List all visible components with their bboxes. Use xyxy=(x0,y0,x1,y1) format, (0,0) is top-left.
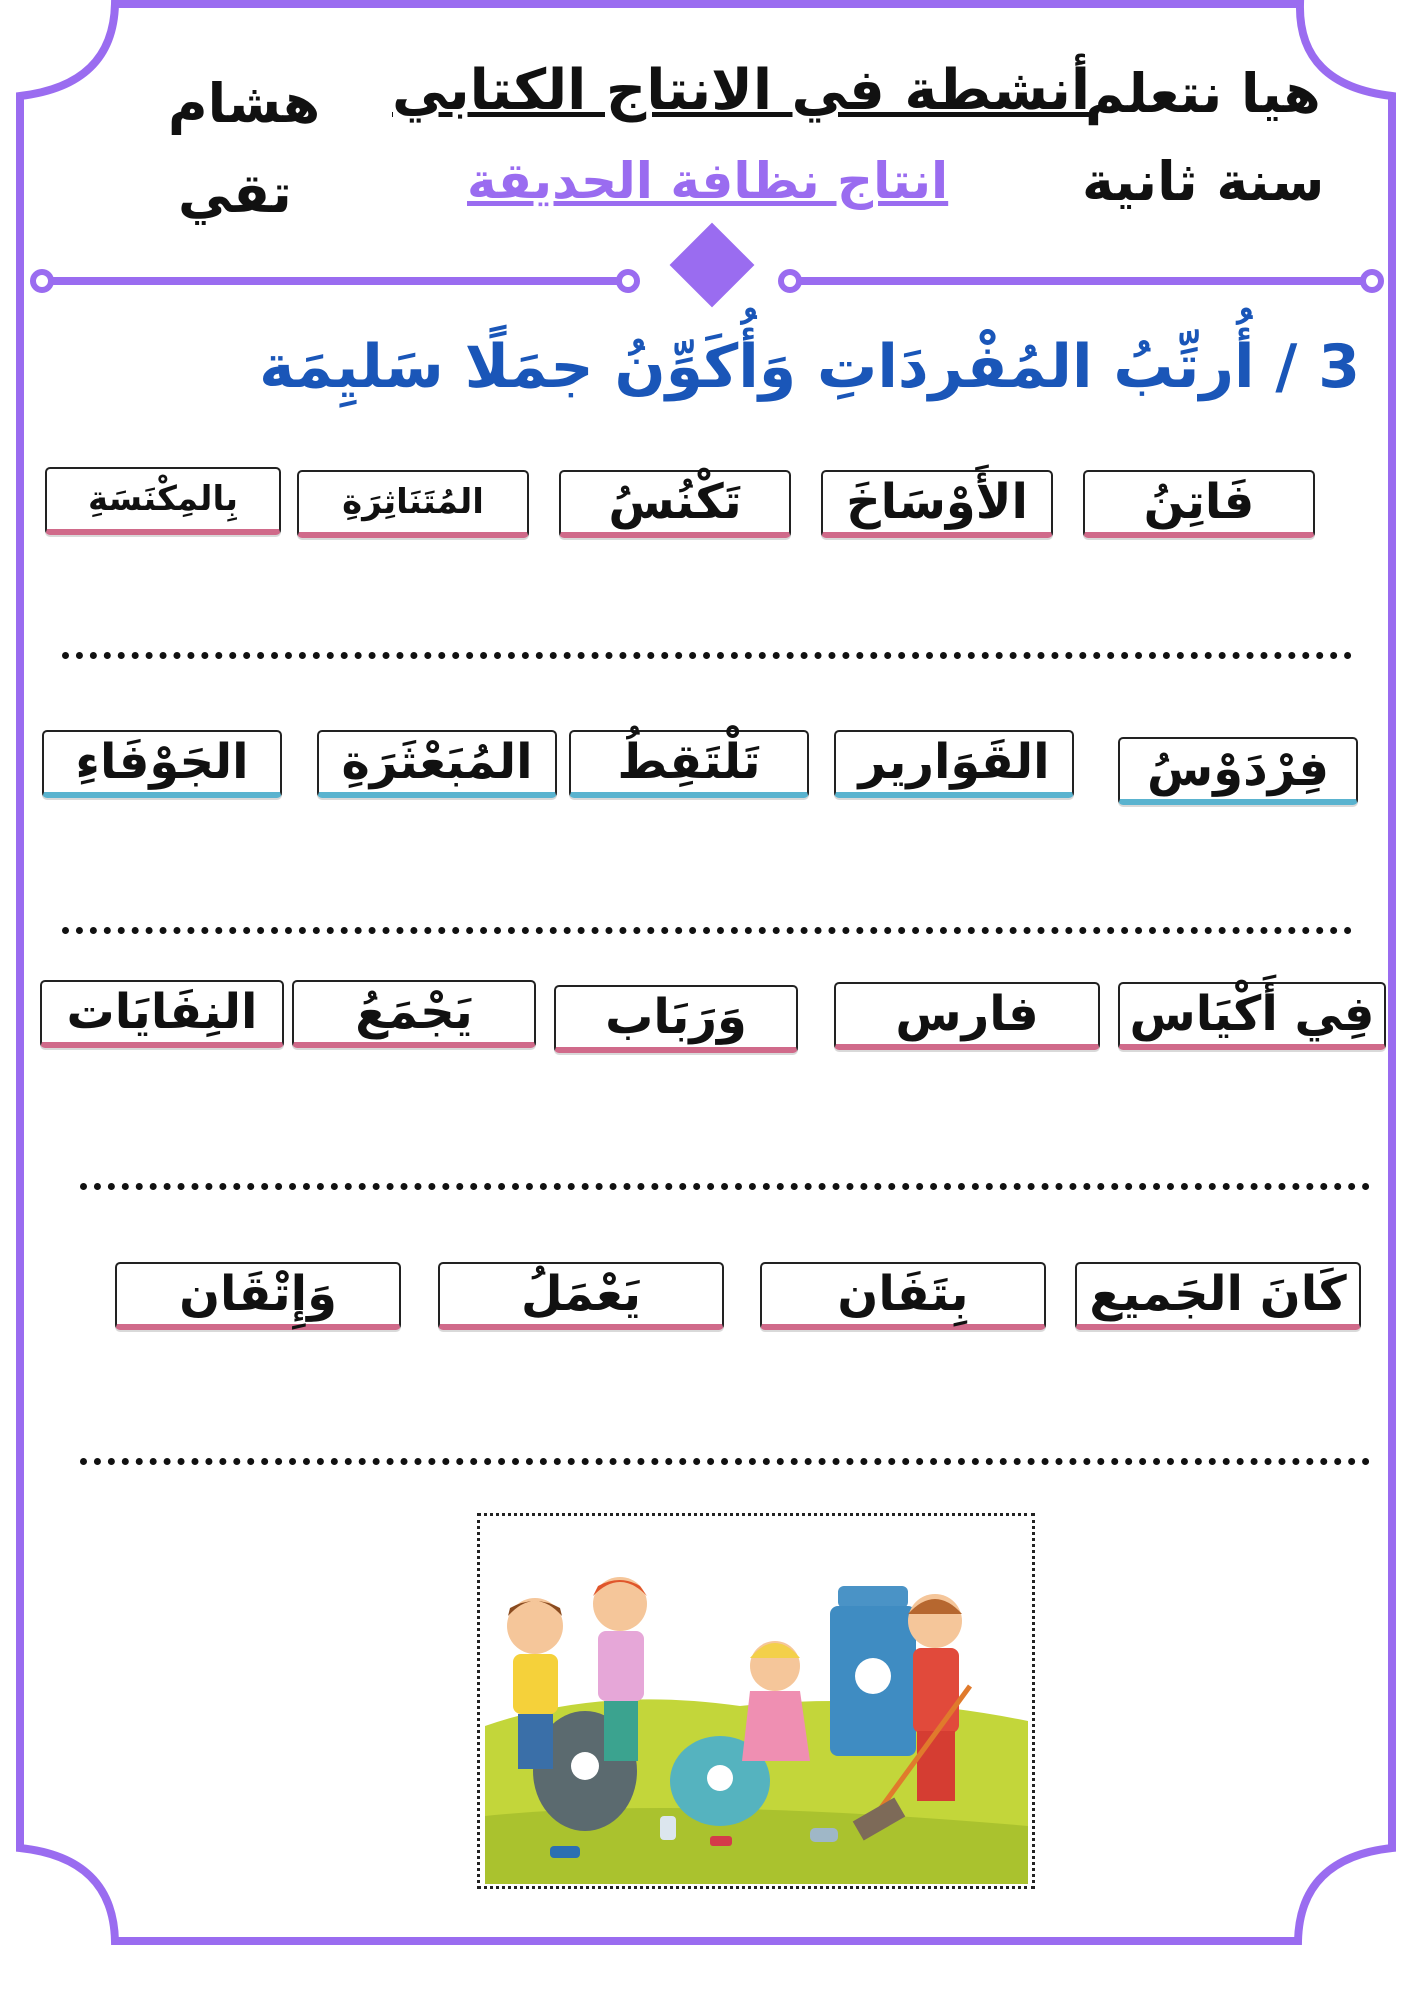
word-card[interactable]: بِالمِكْنَسَةِ xyxy=(45,467,281,535)
header-right-line1: هيا نتعلم xyxy=(1085,62,1321,125)
word-card[interactable]: فِرْدَوْسُ xyxy=(1118,737,1358,805)
exercise-instruction: 3 / أُرتِّبُ المُفْردَاتِ وَأُكَوِّنُ جمَلًا سَليِمَة xyxy=(259,332,1360,402)
word-card[interactable]: النِفَايَات xyxy=(40,980,284,1048)
answer-line xyxy=(80,1458,1370,1465)
word-card[interactable]: يَجْمَعُ xyxy=(292,980,536,1048)
word-card[interactable]: المُبَعْثَرَةِ xyxy=(317,730,557,798)
answer-line xyxy=(80,1183,1370,1190)
word-card[interactable]: وَإِتْقَان xyxy=(115,1262,401,1330)
word-card[interactable]: القَوَارير xyxy=(834,730,1074,798)
word-card[interactable]: المُتَنَاثِرَةِ xyxy=(297,470,529,538)
illustration-frame xyxy=(477,1513,1035,1889)
word-card[interactable]: وَرَبَاب xyxy=(554,985,798,1053)
word-card[interactable]: بِتَفَان xyxy=(760,1262,1046,1330)
header-right-line2: سنة ثانية xyxy=(1082,150,1325,213)
kids-cleaning-illustration xyxy=(480,1516,1032,1886)
author-last-name: تقي xyxy=(178,162,292,225)
word-card[interactable]: تَكْنُسُ xyxy=(559,470,791,538)
word-card[interactable]: الجَوْفَاءِ xyxy=(42,730,282,798)
worksheet-title: أنشطة في الانتاج الكتابي xyxy=(392,58,1091,123)
word-card[interactable]: يَعْمَلُ xyxy=(438,1262,724,1330)
worksheet-subtitle: انتاج نظافة الحديقة xyxy=(467,152,949,210)
word-card[interactable]: كَانَ الجَميع xyxy=(1075,1262,1361,1330)
author-first-name: هشام xyxy=(168,72,321,135)
word-card[interactable]: تَلْتَقِطُ xyxy=(569,730,809,798)
word-card[interactable]: الأَوْسَاخَ xyxy=(821,470,1053,538)
answer-line xyxy=(62,927,1352,934)
answer-line xyxy=(62,652,1352,659)
word-card[interactable]: فَاتِنُ xyxy=(1083,470,1315,538)
word-card[interactable]: فارس xyxy=(834,982,1100,1050)
word-card[interactable]: فِي أَكْيَاس xyxy=(1118,982,1386,1050)
